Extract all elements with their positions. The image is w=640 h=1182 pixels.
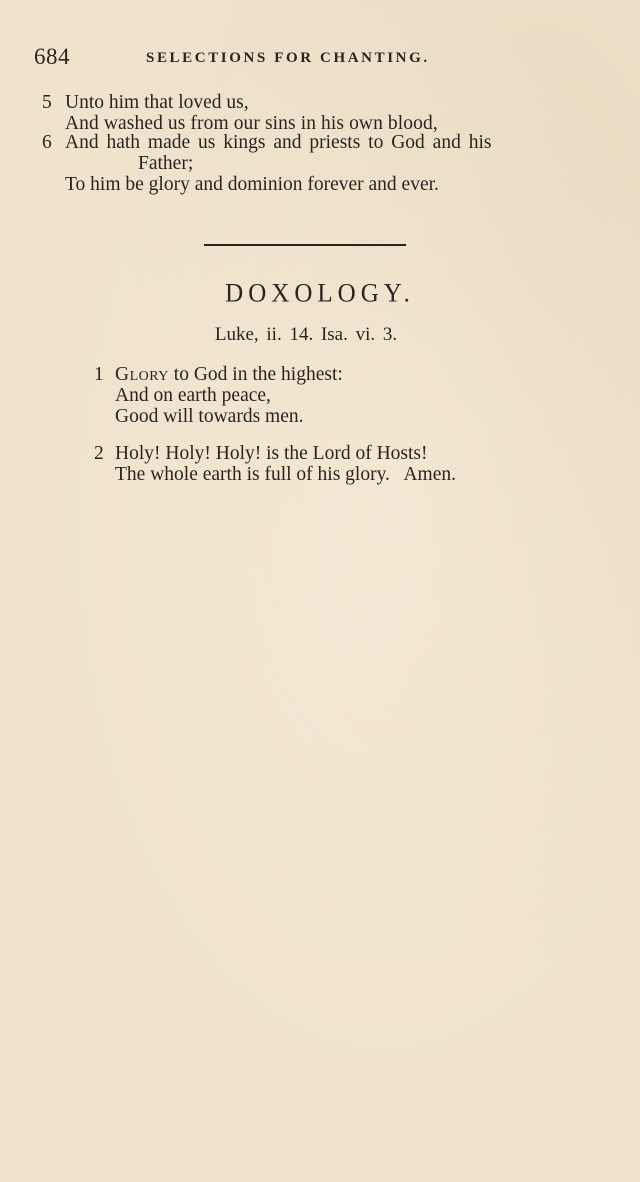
verse-number: 6 bbox=[42, 132, 52, 153]
verse-line: Holy! Holy! Holy! is the Lord of Hosts! bbox=[115, 443, 428, 464]
verse-line: To him be glory and dominion forever and ever. bbox=[65, 174, 439, 195]
verse-line: And washed us from our sins in his own blood, bbox=[65, 113, 438, 134]
verse-line: Unto him that loved us, bbox=[65, 92, 249, 113]
running-head bbox=[34, 44, 594, 74]
scripture-reference: Luke, ii. 14. Isa. vi. 3. bbox=[214, 324, 398, 345]
running-title: SELECTIONS FOR CHANTING. bbox=[146, 50, 430, 66]
verse-line: Good will towards men. bbox=[115, 406, 304, 427]
doxology-title: DOXOLOGY. bbox=[225, 279, 415, 308]
initial-word: Glory bbox=[115, 364, 169, 385]
verse-line: The whole earth is full of his glory. Amen. bbox=[115, 464, 457, 485]
verse-line: And on earth peace, bbox=[115, 385, 271, 406]
verse-line-rest: to God in the highest: bbox=[168, 364, 343, 385]
verse-line: Father; bbox=[138, 153, 194, 174]
verse-number: 5 bbox=[42, 92, 52, 113]
page-number: 684 bbox=[34, 44, 70, 69]
verse-line: And hath made us kings and priests to God and his bbox=[65, 132, 492, 153]
section-divider bbox=[204, 244, 406, 246]
verse-line bbox=[115, 364, 343, 385]
verse-number: 2 bbox=[94, 443, 104, 464]
verse-number: 1 bbox=[94, 364, 104, 385]
